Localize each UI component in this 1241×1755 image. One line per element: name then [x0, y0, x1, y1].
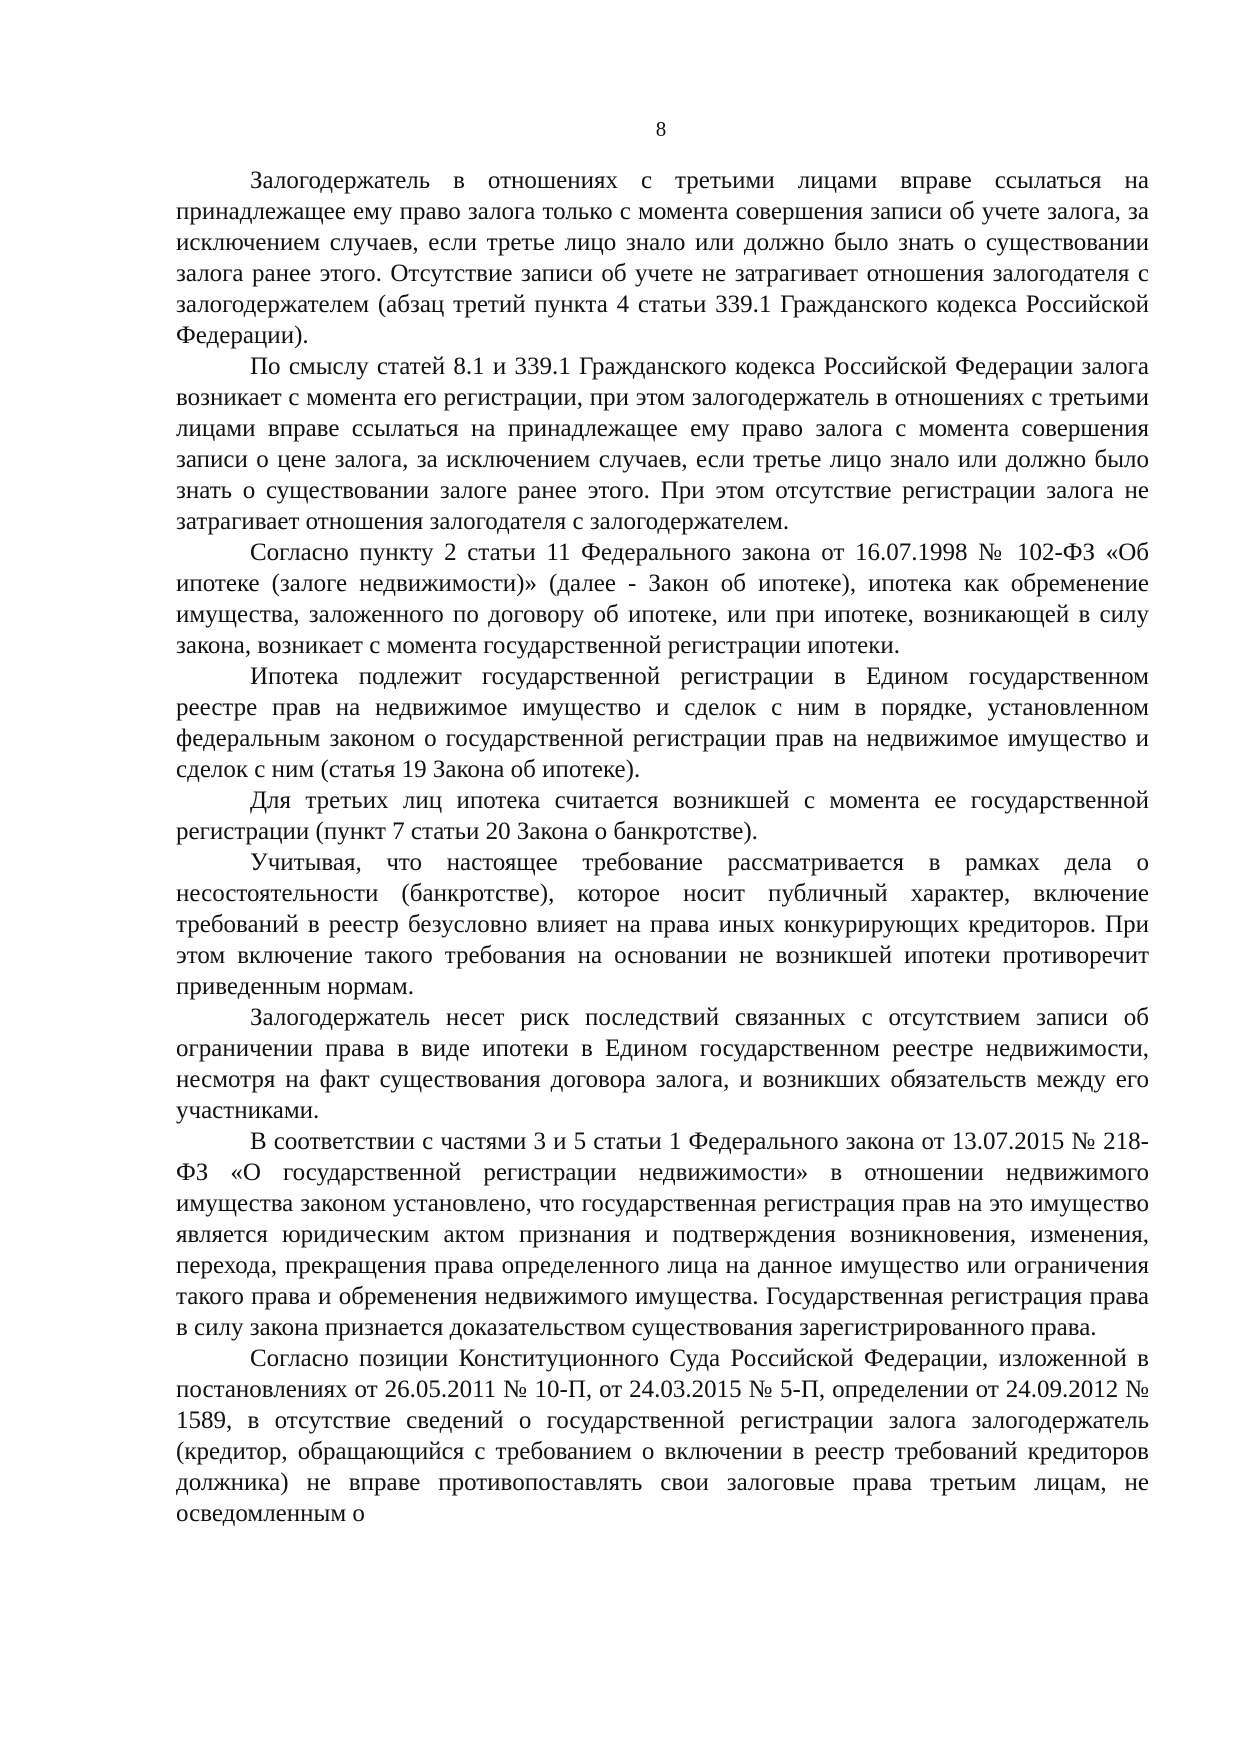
- paragraph: В соответствии с частями 3 и 5 статьи 1 Федерального закона от 13.07.2015 № 218-ФЗ «О государственной регистрации недвижимости» в отношении недвижимого имущества законом установлено, что государственная регистрация прав на это имущество является юридическим актом признания и подтверждения возникновения, изменения, перехода, прекращения права определенного лица на данное имущество или ограничения такого права и обременения недвижимого имущества. Государственная регистрация права в силу закона признается доказательством существования зарегистрированного права.: [176, 1128, 1149, 1341]
- document-body: [176, 165, 1149, 1529]
- paragraph: Согласно позиции Конституционного Суда Российской Федерации, изложенной в постановлениях от 26.05.2011 № 10-П, от 24.03.2015 № 5-П, определении от 24.09.2012 № 1589, в отсутствие сведений о государственной регистрации залога залогодержатель (кредитор, обращающийся с требованием о включении в реестр требований кредиторов должника) не вправе противопоставлять свои залоговые права третьим лицам, не осведомленным о: [176, 1345, 1149, 1527]
- page-number: 8: [655, 117, 667, 141]
- paragraph: Ипотека подлежит государственной регистрации в Едином государственном реестре прав на недвижимое имущество и сделок с ним в порядке, установленном федеральным законом о государственной регистрации прав на недвижимое имущество и сделок с ним (статья 19 Закона об ипотеке).: [176, 663, 1149, 783]
- paragraph: По смыслу статей 8.1 и 339.1 Гражданского кодекса Российской Федерации залога возникает с момента его регистрации, при этом залогодержатель в отношениях с третьими лицами вправе ссылаться на принадлежащее ему право залога с момента совершения записи о цене залога, за исключением случаев, если третье лицо знало или должно было знать о существовании залоге ранее этого. При этом отсутствие регистрации залога не затрагивает отношения залогодателя с залогодержателем.: [176, 353, 1149, 535]
- paragraph: Согласно пункту 2 статьи 11 Федерального закона от 16.07.1998 № 102-ФЗ «Об ипотеке (залоге недвижимости)» (далее - Закон об ипотеке), ипотека как обременение имущества, заложенного по договору об ипотеке, или при ипотеке, возникающей в силу закона, возникает с момента государственной регистрации ипотеки.: [176, 539, 1149, 659]
- paragraph: Залогодержатель несет риск последствий связанных с отсутствием записи об ограничении права в виде ипотеки в Едином государственном реестре недвижимости, несмотря на факт существования договора залога, и возникших обязательств между его участниками.: [176, 1004, 1149, 1124]
- paragraph: Залогодержатель в отношениях с третьими лицами вправе ссылаться на принадлежащее ему право залога только с момента совершения записи об учете залога, за исключением случаев, если третье лицо знало или должно было знать о существовании залога ранее этого. Отсутствие записи об учете не затрагивает отношения залогодателя с залогодержателем (абзац третий пункта 4 статьи 339.1 Гражданского кодекса Российской Федерации).: [176, 167, 1149, 349]
- paragraph: Учитывая, что настоящее требование рассматривается в рамках дела о несостоятельности (банкротстве), которое носит публичный характер, включение требований в реестр безусловно влияет на права иных конкурирующих кредиторов. При этом включение такого требования на основании не возникшей ипотеки противоречит приведенным нормам.: [176, 849, 1149, 1000]
- paragraph: Для третьих лиц ипотека считается возникшей с момента ее государственной регистрации (пункт 7 статьи 20 Закона о банкротстве).: [176, 787, 1149, 845]
